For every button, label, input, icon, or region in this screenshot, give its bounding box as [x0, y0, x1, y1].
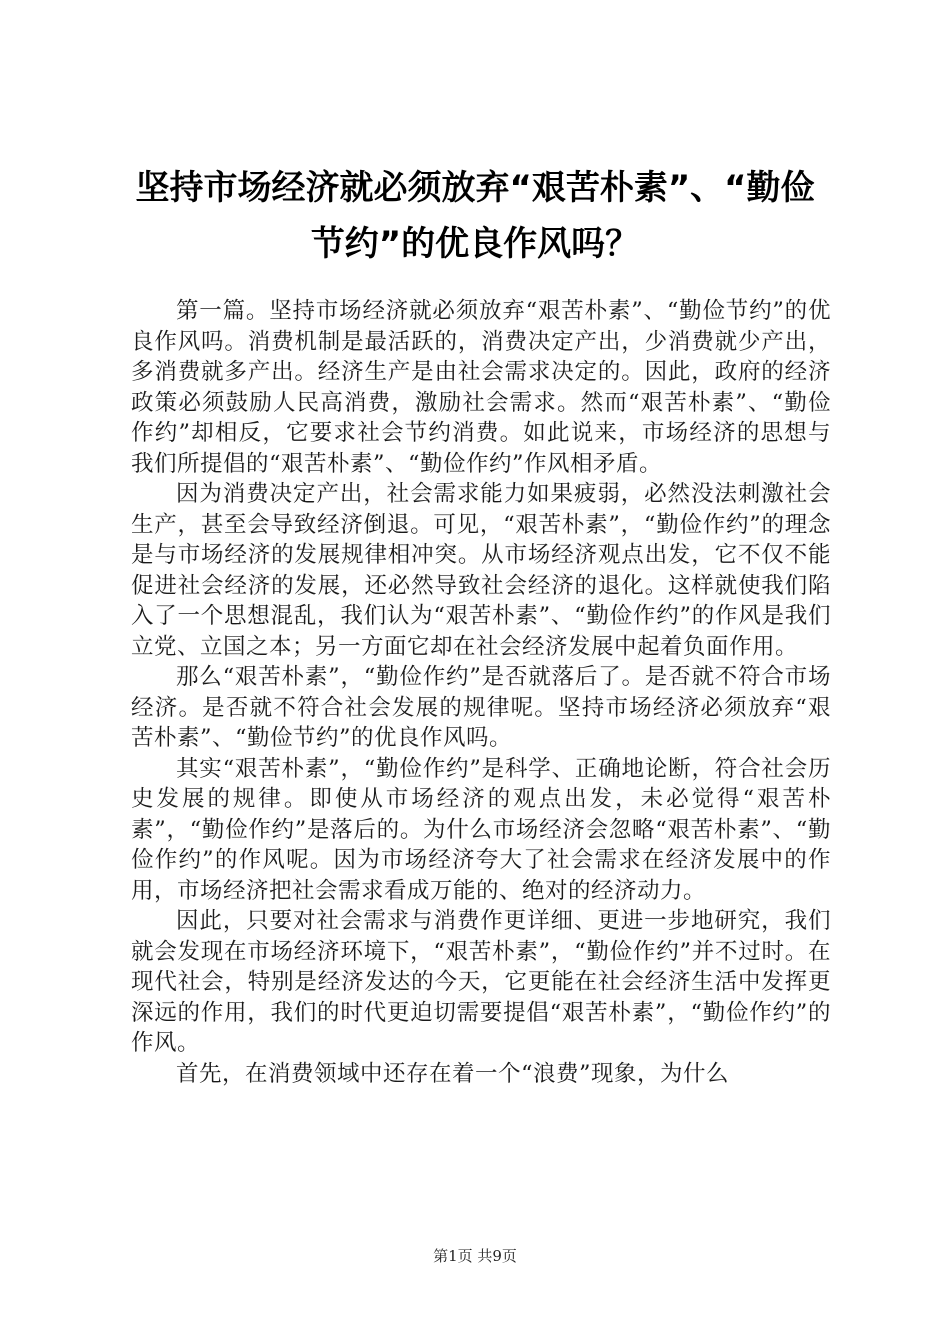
- paragraph: 因此，只要对社会需求与消费作更详细、更进一步地研究，我们就会发现在市场经济环境下，“艰苦朴素”，“勤俭作约”并不过时。在现代社会，特别是经济发达的今天，它更能在社会经济生活中发挥更深远的作用，我们的时代更迫切需要提倡“艰苦朴素”，“勤俭作约”的作风。: [131, 908, 831, 1056]
- paragraph: 因为消费决定产出，社会需求能力如果疲弱，必然没法刺激社会生产，甚至会导致经济倒退。可见，“艰苦朴素”，“勤俭作约”的理念是与市场经济的发展规律相冲突。从市场经济观点出发，它不仅不能促进社会经济的发展，还必然导致社会经济的退化。这样就使我们陷入了一个思想混乱，我们认为“艰苦朴素”、“勤俭作约”的作风是我们立党、立国之本；另一方面它却在社会经济发展中起着负面作用。: [131, 481, 831, 660]
- document-body: [131, 296, 831, 1089]
- paragraph: 首先，在消费领域中还存在着一个“浪费”现象，为什么: [176, 1060, 730, 1087]
- paragraph: 那么“艰苦朴素”，“勤俭作约”是否就落后了。是否就不符合市场经济。是否就不符合社会发展的规律呢。坚持市场经济必须放弃“艰苦朴素”、“勤俭节约”的优良作风吗。: [131, 664, 831, 751]
- paragraph: 第一篇。坚持市场经济就必须放弃“艰苦朴素”、“勤俭节约”的优良作风吗。消费机制是最活跃的，消费决定产出，少消费就少产出，多消费就多产出。经济生产是由社会需求决定的。因此，政府的经济政策必须鼓励人民高消费，激励社会需求。然而“艰苦朴素”、“勤俭作约”却相反，它要求社会节约消费。如此说来，市场经济的思想与我们所提倡的“艰苦朴素”、“勤俭作约”作风相矛盾。: [131, 298, 831, 477]
- page-footer: 第1页 共9页: [433, 1247, 517, 1265]
- paragraph: 其实“艰苦朴素”，“勤俭作约”是科学、正确地论断，符合社会历史发展的规律。即使从市场经济的观点出发，未必觉得“艰苦朴素”，“勤俭作约”是落后的。为什么市场经济会忽略“艰苦朴素”、“勤俭作约”的作风呢。因为市场经济夸大了社会需求在经济发展中的作用，市场经济把社会需求看成万能的、绝对的经济动力。: [131, 755, 831, 904]
- document-title: 坚持市场经济就必须放弃“艰苦朴素”、“勤俭节约”的优良作风吗？: [135, 168, 815, 264]
